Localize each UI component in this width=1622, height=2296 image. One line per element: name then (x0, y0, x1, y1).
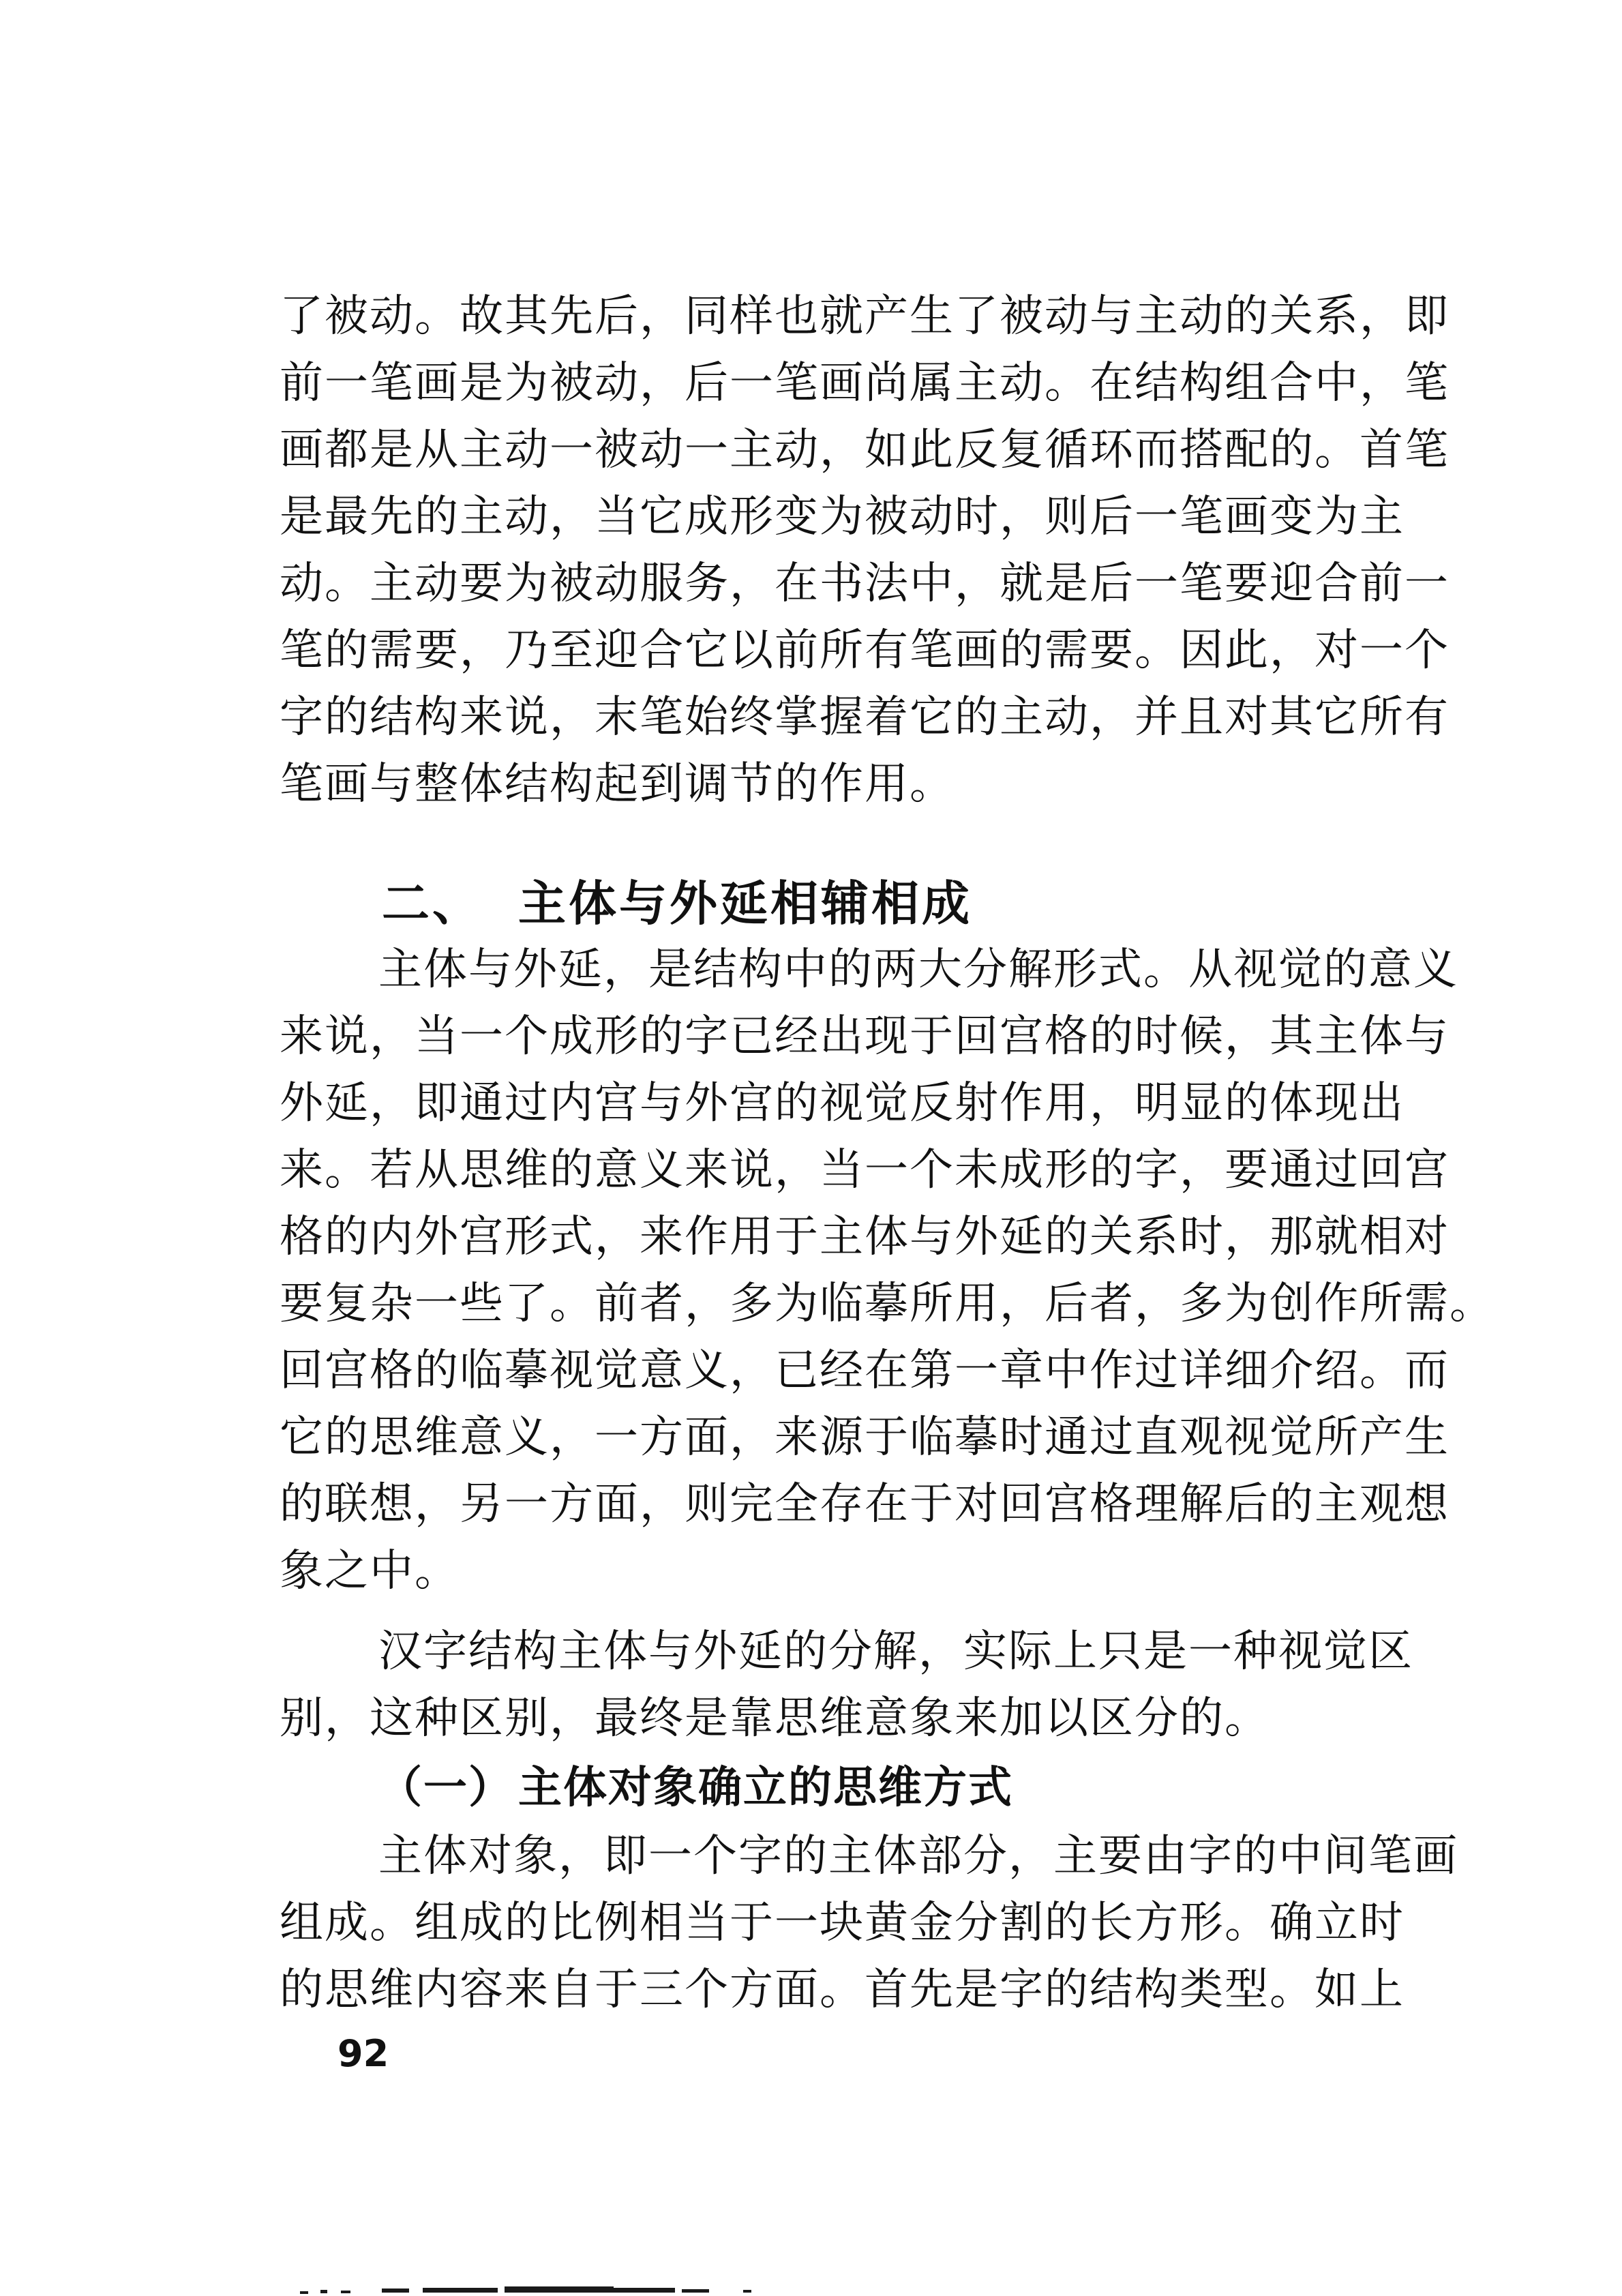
text-line: 汉字结构主体与外延的分解，实际上只是一种视觉区 (378, 1626, 1413, 1677)
text-line: 外延，即通过内宫与外宫的视觉反射作用，明显的体现出 (280, 1078, 1405, 1129)
subsection-number: （一） (378, 1762, 513, 1813)
text-line: 格的内外宫形式，来作用于主体与外延的关系时，那就相对 (280, 1212, 1450, 1262)
text-line: 回宫格的临摹视觉意义，已经在第一章中作过详细介绍。而 (280, 1345, 1450, 1396)
text-line: 主体与外延，是结构中的两大分解形式。从视觉的意义 (378, 944, 1458, 995)
text-line: 笔的需要，乃至迎合它以前所有笔画的需要。因此，对一个 (280, 625, 1450, 676)
text-line: 来。若从思维的意义来说，当一个未成形的字，要通过回宫 (280, 1145, 1450, 1195)
page-number: 92 (337, 2032, 389, 2075)
text-line: 是最先的主动，当它成形变为被动时，则后一笔画变为主 (280, 492, 1405, 542)
text-line: 了被动。故其先后，同样也就产生了被动与主动的关系，即 (280, 291, 1450, 342)
text-line: 主体对象，即一个字的主体部分，主要由字的中间笔画 (378, 1831, 1458, 1881)
section-number: 二、 (382, 875, 483, 931)
subsection-title: 主体对象确立的思维方式 (518, 1762, 1013, 1813)
text-line: 要复杂一些了。前者，多为临摹所用，后者，多为创作所需。 (280, 1279, 1495, 1329)
text-line: 象之中。 (280, 1546, 460, 1596)
text-line: 字的结构来说，末笔始终掌握着它的主动，并且对其它所有 (280, 692, 1450, 743)
text-line: 组成。组成的比例相当于一块黄金分割的长方形。确立时 (280, 1898, 1405, 1948)
text-line: 画都是从主动一被动一主动，如此反复循环而搭配的。首笔 (280, 425, 1450, 475)
text-line: 它的思维意义，一方面，来源于临摹时通过直观视觉所产生 (280, 1412, 1450, 1463)
text-line: 前一笔画是为被动，后一笔画尚属主动。在结构组合中，笔 (280, 358, 1450, 408)
text-line: 别，这种区别，最终是靠思维意象来加以区分的。 (280, 1693, 1270, 1744)
text-line: 动。主动要为被动服务，在书法中，就是后一笔要迎合前一 (280, 558, 1450, 609)
text-line: 来说，当一个成形的字已经出现于回宫格的时候，其主体与 (280, 1011, 1450, 1062)
section-title: 主体与外延相辅相成 (518, 875, 972, 931)
text-line: 笔画与整体结构起到调节的作用。 (280, 759, 955, 809)
text-line: 的思维内容来自于三个方面。首先是字的结构类型。如上 (280, 1965, 1405, 2015)
text-line: 的联想，另一方面，则完全存在于对回宫格理解后的主观想 (280, 1479, 1450, 1530)
